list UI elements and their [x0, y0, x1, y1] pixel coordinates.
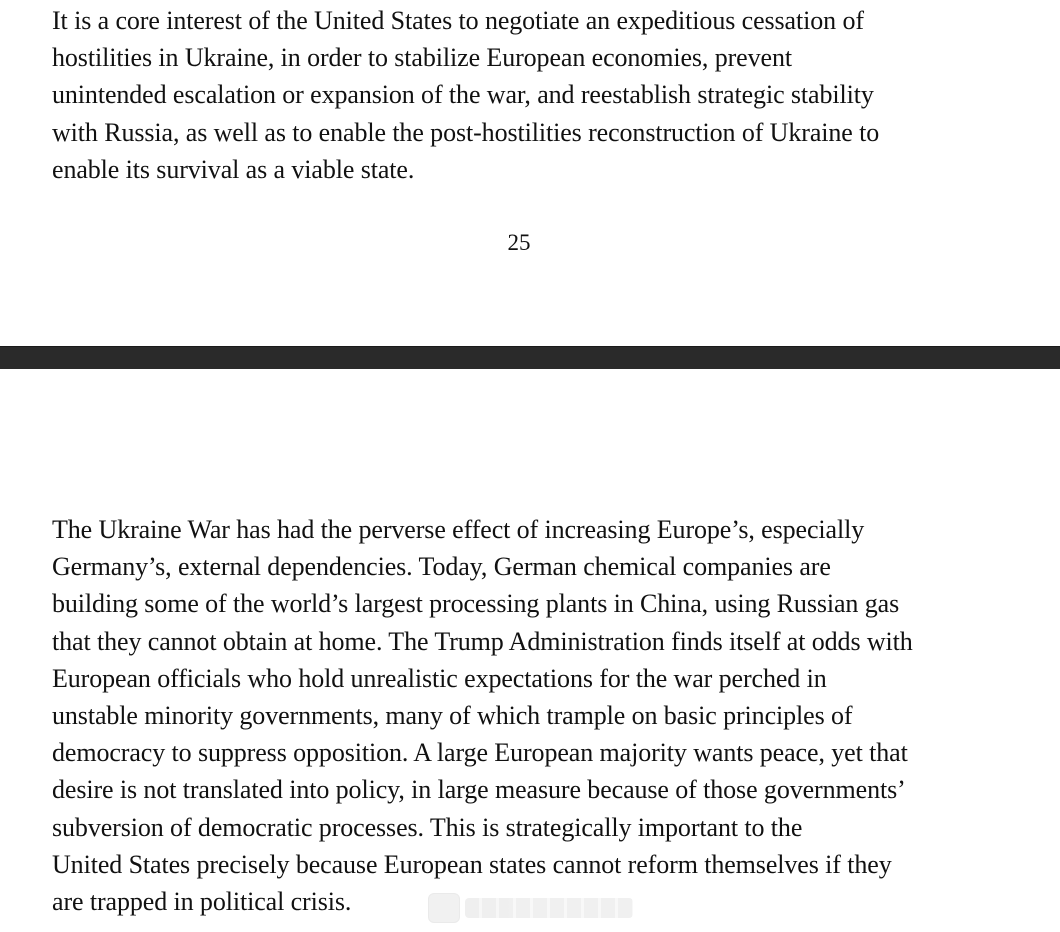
- watermark-logo-icon: [428, 893, 460, 923]
- page-separator-bar: [0, 346, 1060, 370]
- text-line: It is a core interest of the United States to negotiate an expeditious cessation of: [52, 6, 864, 35]
- text-line: are trapped in political crisis.: [52, 887, 352, 917]
- text-line: unintended escalation or expansion of the war, and reestablish strategic stability: [52, 80, 874, 110]
- text-line: democracy to suppress opposition. A large European majority wants peace, yet that: [52, 738, 908, 768]
- text-line: enable its survival as a viable state.: [52, 154, 415, 184]
- text-line: The Ukraine War has had the perverse effect of increasing Europe’s, especially: [52, 515, 865, 544]
- text-line: desire is not translated into policy, in large measure because of those governments’: [52, 775, 906, 805]
- text-line: hostilities in Ukraine, in order to stabilize European economies, prevent: [52, 43, 792, 73]
- paragraph-ukraine-cessation: [52, 2, 879, 188]
- text-line: unstable minority governments, many of which trample on basic principles of: [52, 701, 853, 731]
- text-line: Germany’s, external dependencies. Today, German chemical companies are: [52, 552, 831, 582]
- paragraph-ukraine-war-dependencies: [52, 511, 913, 920]
- text-line: that they cannot obtain at home. The Trump Administration finds itself at odds with: [52, 626, 913, 656]
- text-line: European officials who hold unrealistic expectations for the war perched in: [52, 663, 827, 693]
- text-line: with Russia, as well as to enable the post-hostilities reconstruction of Ukraine to: [52, 117, 880, 147]
- text-line: building some of the world’s largest processing plants in China, using Russian gas: [52, 589, 900, 619]
- page-number: 25: [507, 230, 531, 255]
- text-line: subversion of democratic processes. This is strategically important to the: [52, 812, 803, 842]
- watermark: [428, 893, 633, 923]
- text-line: United States precisely because European states cannot reform themselves if they: [52, 849, 892, 879]
- watermark-text-blur: [465, 898, 633, 918]
